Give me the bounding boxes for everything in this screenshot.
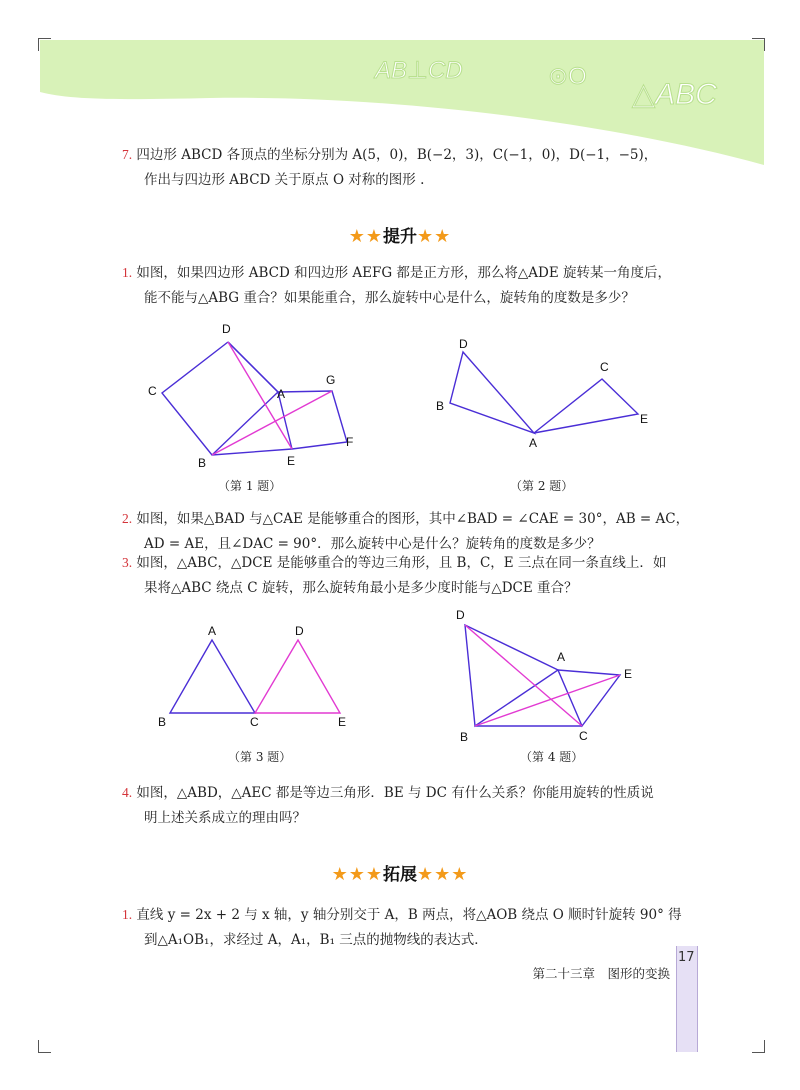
question-text-line1: 如图，如果△BAD 与△CAE 是能够重合的图形，其中∠BAD = ∠CAE = 30°，AB = AC， [136, 511, 690, 527]
crop-mark-tl [38, 38, 51, 51]
label-a: A [529, 436, 538, 450]
question-text-line2: AD = AE，且∠DAC = 90°．那么旋转中心是什么？旋转角的度数是多少？ [144, 536, 601, 552]
star-icon: ★★ [348, 226, 383, 247]
figure-2 [430, 330, 660, 460]
star-icon: ★★ [417, 226, 452, 247]
question-number: 1. [122, 907, 133, 922]
label-a: A [557, 650, 566, 664]
section-title: 提升 [383, 227, 417, 247]
label-b: B [460, 730, 469, 744]
label-e: E [624, 667, 633, 681]
label-b: B [198, 456, 207, 470]
label-e: E [338, 715, 347, 729]
label-a: A [277, 387, 286, 401]
label-e: E [287, 454, 296, 468]
question-text-line1: 如图，△ABC，△DCE 是能够重合的等边三角形，且 B，C，E 三点在同一条直线上．如 [136, 555, 667, 571]
question-text-line2: 明上述关系成立的理由吗？ [144, 810, 306, 826]
figure-1-caption: （第 1 题） [218, 479, 282, 493]
question-text-line2: 果将△ABC 绕点 C 旋转，那么旋转角最小是多少度时能与△DCE 重合？ [144, 580, 578, 596]
question-text-line2: 到△A₁OB₁，求经过 A，A₁，B₁ 三点的抛物线的表达式． [144, 932, 488, 948]
figure-1 [140, 315, 380, 475]
banner-deco-3: △ABC [632, 78, 717, 111]
question-text-line1: 四边形 ABCD 各顶点的坐标分别为 A(5，0)，B(−2，3)，C(−1，0)，D(−1，−5)， [136, 147, 658, 163]
label-d: D [295, 624, 304, 638]
crop-mark-br [752, 1040, 765, 1053]
label-c: C [250, 715, 259, 729]
question-number: 1. [122, 265, 133, 280]
question-7 [122, 142, 692, 193]
banner-deco-2: ⊙O [548, 63, 587, 90]
label-c: C [600, 360, 609, 374]
label-d: D [222, 322, 231, 336]
section-title: 拓展 [383, 865, 417, 885]
label-d: D [459, 337, 468, 351]
question-text-line1: 直线 y = 2x + 2 与 x 轴，y 轴分别交于 A，B 两点，将△AOB 绕点 O 顺时针旋转 90° 得 [136, 907, 682, 923]
section-heading-improve [0, 222, 800, 247]
label-b: B [436, 399, 445, 413]
banner-deco-1: AB⊥CD [375, 57, 463, 84]
diagonal-bg [212, 391, 332, 455]
question-text-line1: 如图，如果四边形 ABCD 和四边形 AEFG 都是正方形，那么将△ADE 旋转某一角度后， [136, 265, 672, 281]
figure-2-caption: （第 2 题） [510, 479, 574, 493]
triangle-abc [170, 640, 255, 713]
triangle-abd [465, 625, 558, 726]
improve-question-1 [122, 260, 692, 311]
improve-question-4 [122, 780, 692, 831]
triangle-bad [450, 352, 534, 433]
label-c: C [579, 729, 588, 743]
label-a: A [208, 624, 217, 638]
label-d: D [456, 608, 465, 622]
crop-mark-bl [38, 1040, 51, 1053]
crop-mark-tr [752, 38, 765, 51]
page-number: 17 [678, 950, 695, 965]
chapter-footer: 第二十三章 图形的变换 [532, 966, 670, 981]
triangle-cae [534, 379, 638, 433]
question-number: 4. [122, 785, 133, 800]
segment-dc [465, 625, 582, 726]
question-text-line2: 作出与四边形 ABCD 关于原点 O 对称的图形 . [144, 172, 425, 188]
figure-3 [150, 620, 370, 735]
label-c: C [148, 384, 157, 398]
label-g: G [326, 373, 336, 387]
segment-ba [212, 392, 278, 455]
figure-3-caption: （第 3 题） [228, 750, 292, 764]
question-number: 7. [122, 147, 133, 162]
section-heading-extend [0, 860, 800, 885]
star-icon: ★★★ [417, 864, 469, 885]
label-e: E [640, 412, 649, 426]
label-f: F [346, 435, 354, 449]
improve-question-3 [122, 550, 692, 601]
extend-question-1 [122, 902, 692, 953]
triangle-dce [255, 640, 340, 713]
label-b: B [158, 715, 167, 729]
figure-4-caption: （第 4 题） [520, 750, 584, 764]
star-icon: ★★★ [331, 864, 383, 885]
question-text-line2: 能不能与△ABG 重合？如果能重合，那么旋转中心是什么，旋转角的度数是多少？ [144, 290, 635, 306]
question-number: 2. [122, 511, 133, 526]
question-number: 3. [122, 555, 133, 570]
segment-be [475, 675, 620, 726]
figure-4 [450, 603, 650, 748]
question-text-line1: 如图，△ABD，△AEC 都是等边三角形．BE 与 DC 有什么关系？你能用旋转的性质说 [136, 785, 654, 801]
